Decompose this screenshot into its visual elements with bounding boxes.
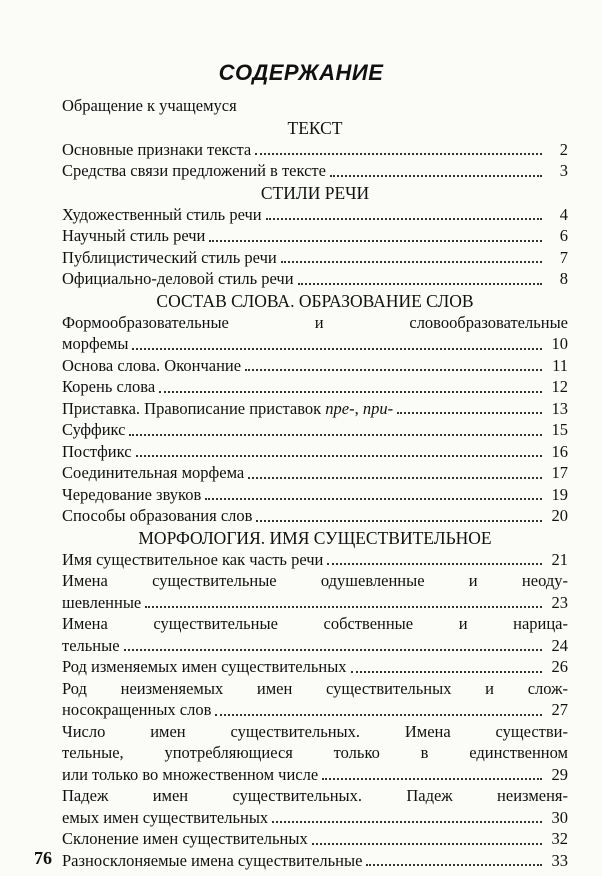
toc-entry-line: Род неизменяемых имен существительных и слож- <box>62 678 568 698</box>
toc-entry: Средства связи предложений в тексте 3 <box>62 161 568 180</box>
page-title: СОДЕРЖАНИЕ <box>218 60 384 85</box>
toc-entry-line: тельные, употребляющиеся только в единственном <box>62 743 568 762</box>
toc-entry: Суффикс 15 <box>62 420 568 439</box>
toc-entry: Корень слова 12 <box>62 377 568 396</box>
toc-entry: Род изменяемых имен существительных 26 <box>62 657 568 676</box>
toc-entry: Постфикс 16 <box>62 441 568 461</box>
toc-entry-line: Имена существительные одушевленные и неоду- <box>62 571 568 590</box>
toc-entry: Соединительная морфема 17 <box>62 463 568 482</box>
toc-entry-line: Число имен существительных. Имена существи- <box>62 721 568 741</box>
toc-entry-line: Имена существительные собственные и нарица- <box>62 614 568 633</box>
section-heading-text: ТЕКСТ <box>287 117 343 138</box>
toc-entry: Научный стиль речи 6 <box>62 226 568 245</box>
page-number: 76 <box>34 848 52 868</box>
section-heading-morphology: МОРФОЛОГИЯ. ИМЯ СУЩЕСТВИТЕЛЬНОЕ <box>138 527 492 548</box>
toc-entry: Имя существительное как часть речи 21 <box>62 549 568 569</box>
toc-entry: Разносклоняемые имена существительные 33 <box>62 850 568 870</box>
toc-entry: Способы образования слов 20 <box>62 506 568 525</box>
toc-entry-line: Формообразовательные и словообразовательные <box>62 312 568 332</box>
table-of-contents <box>62 95 568 871</box>
toc-entry: шевленные 23 <box>62 592 568 612</box>
toc-entry: Художественный стиль речи 4 <box>62 204 568 224</box>
toc-entry: Основа слова. Окончание 11 <box>62 355 568 375</box>
toc-entry: Приставка. Правописание приставок пре-, при- 13 <box>62 398 568 418</box>
toc-entry: Чередование звуков 19 <box>62 484 568 504</box>
toc-entry: Публицистический стиль речи 7 <box>62 247 568 267</box>
toc-entry: Склонение имен существительных 32 <box>62 829 568 848</box>
toc-entry: или только во множественном числе 29 <box>62 764 568 784</box>
toc-intro: Обращение к учащемуся <box>62 96 237 115</box>
toc-entry: тельные 24 <box>62 635 568 655</box>
toc-entry-line: Падеж имен существительных. Падеж неизменя- <box>62 786 568 805</box>
toc-entry: Официально-деловой стиль речи 8 <box>62 269 568 288</box>
toc-entry: Основные признаки текста 2 <box>62 139 568 159</box>
toc-entry: морфемы 10 <box>62 334 568 353</box>
section-heading-styles: СТИЛИ РЕЧИ <box>260 182 370 203</box>
toc-entry: емых имен существительных 30 <box>62 807 568 827</box>
section-heading-word: СОСТАВ СЛОВА. ОБРАЗОВАНИЕ СЛОВ <box>156 290 474 311</box>
toc-entry: носокращенных слов 27 <box>62 700 568 719</box>
